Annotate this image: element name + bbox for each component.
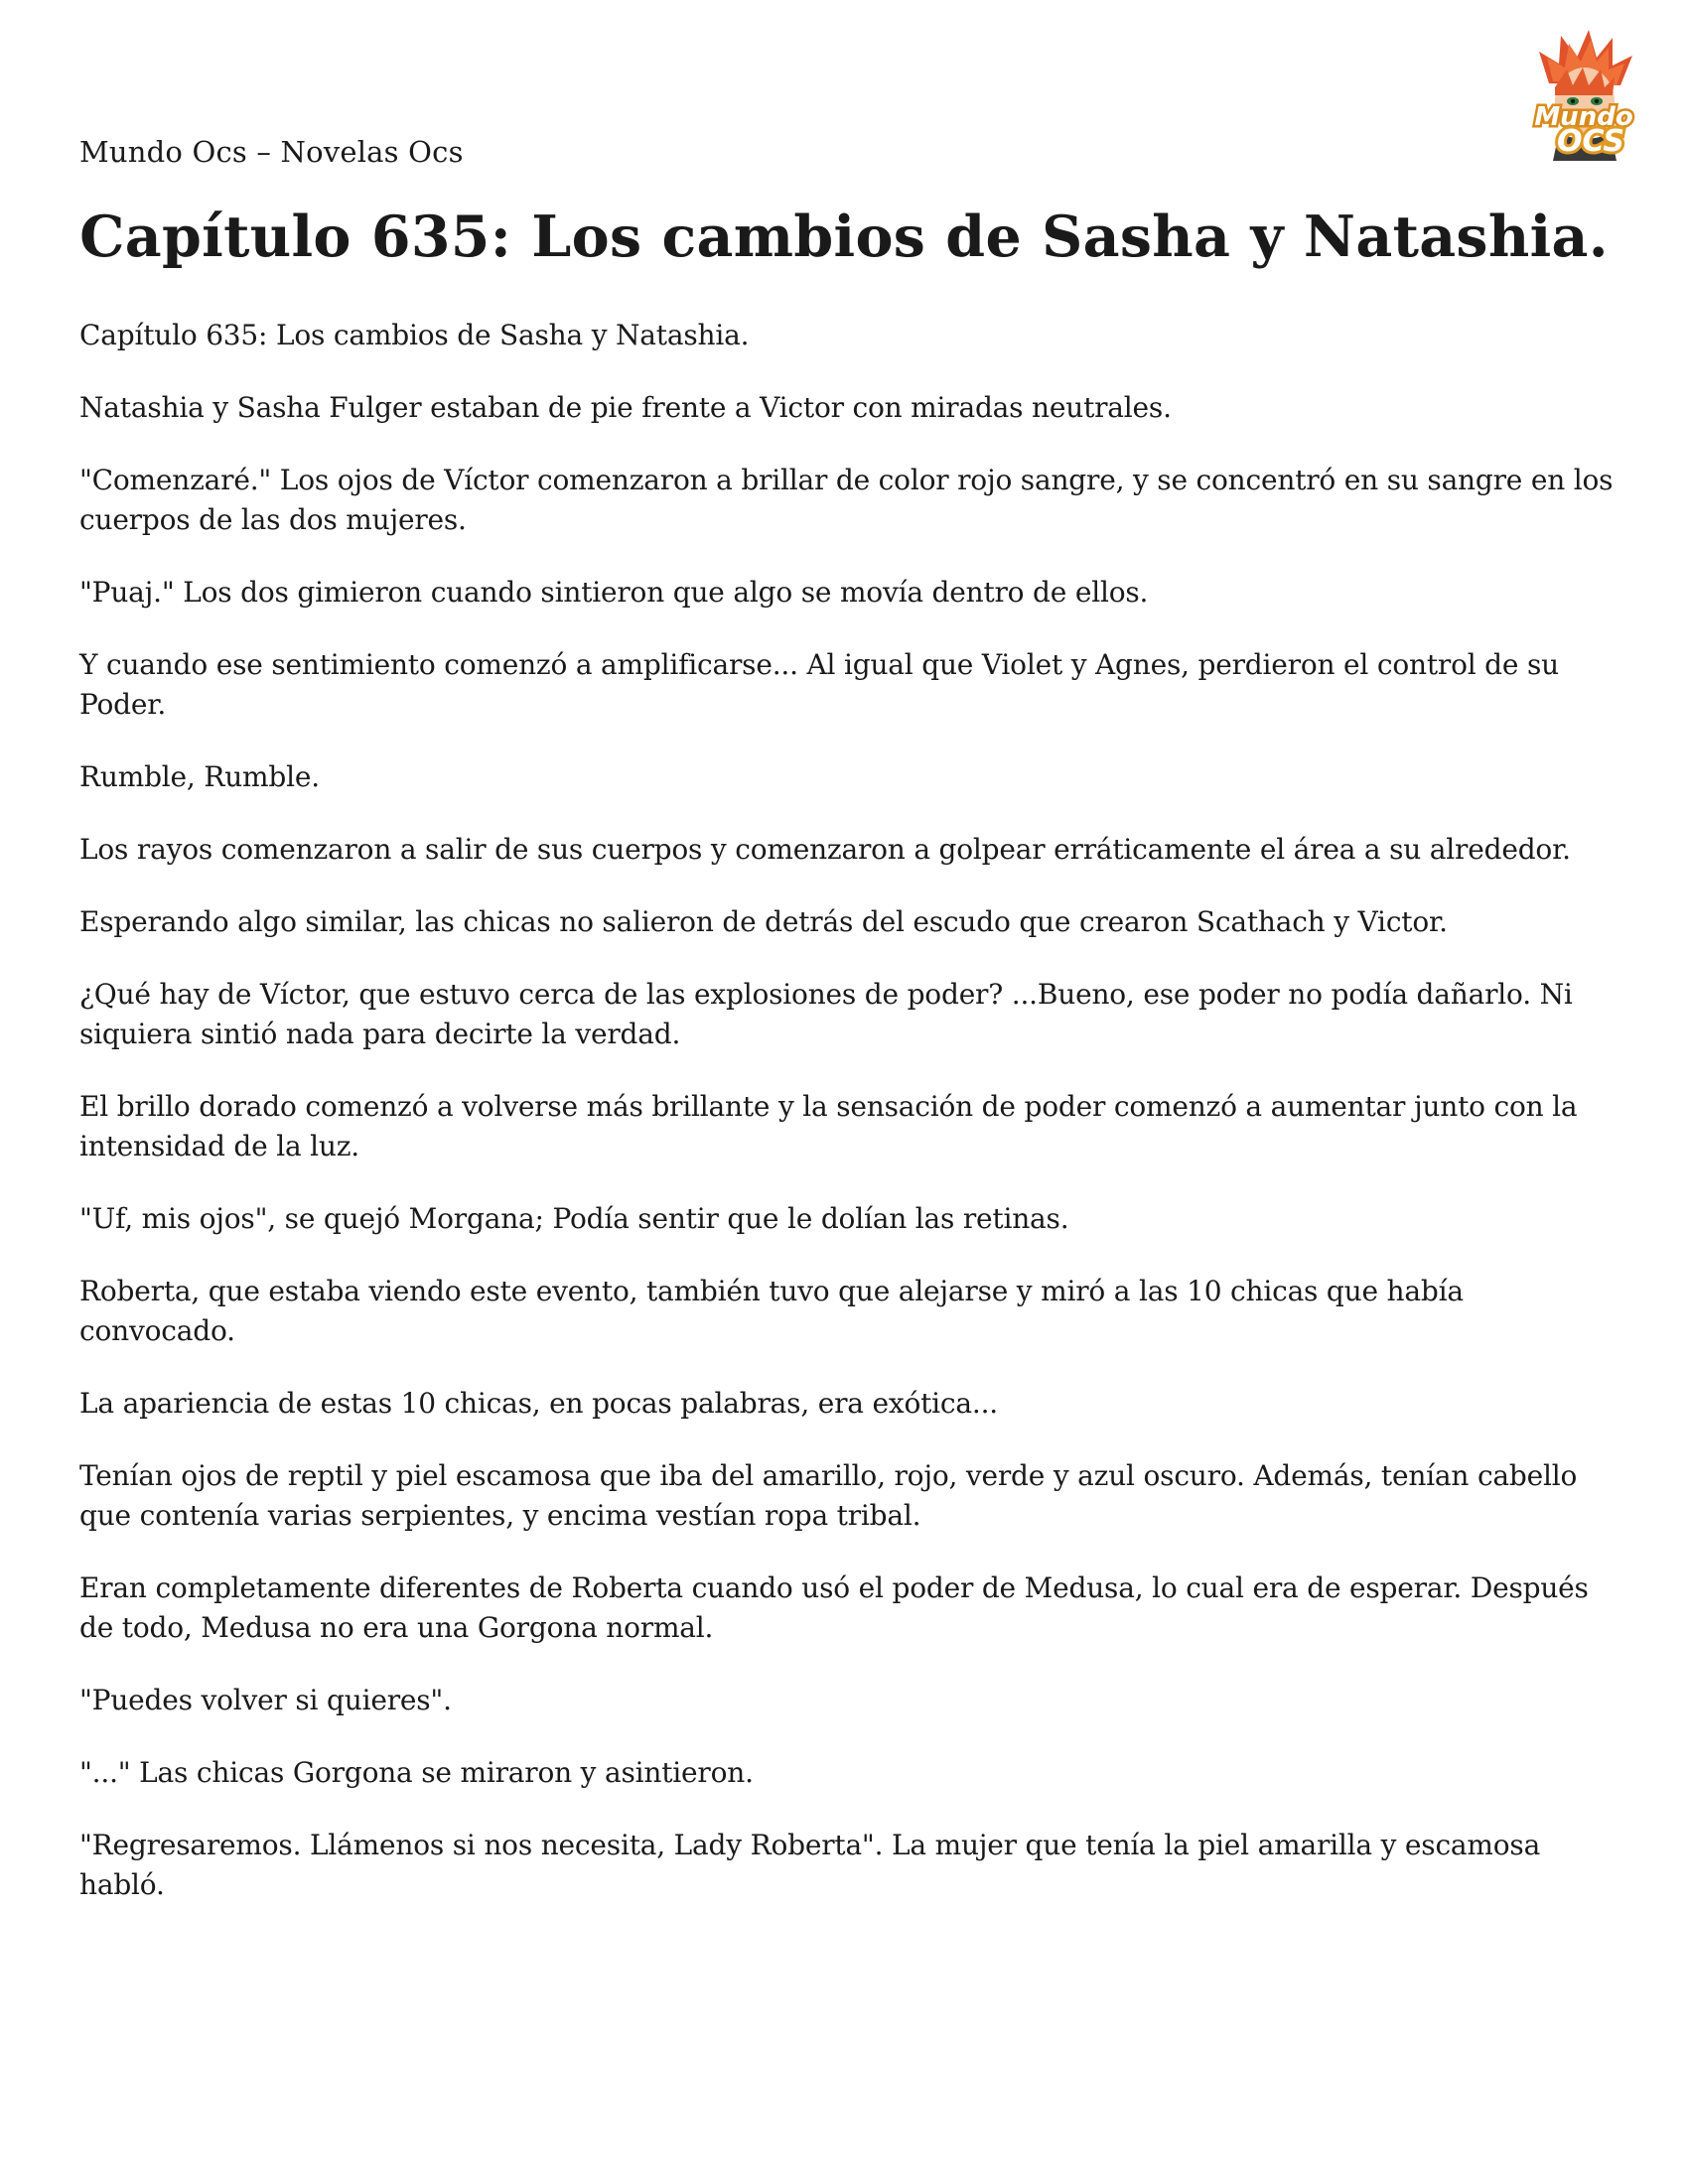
paragraph: La apariencia de estas 10 chicas, en pocas palabras, era exótica... [79, 1387, 998, 1420]
chapter-body [79, 316, 1614, 1938]
paragraph: Esperando algo similar, las chicas no salieron de detrás del escudo que crearon Scathach y Victor. [79, 905, 1448, 938]
paragraph: ¿Qué hay de Víctor, que estuvo cerca de las explosiones de poder? ...Bueno, ese poder no podía dañarlo. Ni siquiera sintió nada para decirte la verdad. [79, 978, 1573, 1050]
paragraph: Rumble, Rumble. [79, 760, 320, 793]
paragraph: "Regresaremos. Llámenos si nos necesita, Lady Roberta". La mujer que tenía la piel amarilla y escamosa habló. [79, 1829, 1541, 1901]
chapter-title: Capítulo 635: Los cambios de Sasha y Natashia. [79, 204, 1609, 270]
paragraph: "Comenzaré." Los ojos de Víctor comenzaron a brillar de color rojo sangre, y se concentró en su sangre en los cuerpos de las dos mujeres. [79, 464, 1614, 536]
paragraph: "Puaj." Los dos gimieron cuando sintieron que algo se movía dentro de ellos. [79, 576, 1149, 609]
paragraph: Y cuando ese sentimiento comenzó a amplificarse... Al igual que Violet y Agnes, perdieron el control de su Poder. [79, 648, 1559, 721]
paragraph: "Puedes volver si quieres". [79, 1684, 452, 1716]
paragraph: "Uf, mis ojos", se quejó Morgana; Podía sentir que le dolían las retinas. [79, 1202, 1069, 1235]
paragraph: Eran completamente diferentes de Roberta cuando usó el poder de Medusa, lo cual era de esperar. Después de todo, Medusa no era una Gorgona normal. [79, 1571, 1589, 1644]
paragraph: "..." Las chicas Gorgona se miraron y asintieron. [79, 1756, 754, 1789]
paragraph: Roberta, que estaba viendo este evento, también tuvo que alejarse y miró a las 10 chicas que había convocado. [79, 1275, 1464, 1347]
site-header: Mundo Ocs – Novelas Ocs [79, 135, 464, 169]
paragraph: Natashia y Sasha Fulger estaban de pie frente a Victor con miradas neutrales. [79, 391, 1172, 424]
paragraph: El brillo dorado comenzó a volverse más brillante y la sensación de poder comenzó a aumentar junto con la intensidad de la luz. [79, 1090, 1578, 1162]
logo-text-ocs: OCS [1556, 124, 1625, 159]
paragraph: Capítulo 635: Los cambios de Sasha y Natashia. [79, 319, 750, 351]
mundo-ocs-logo [1509, 22, 1658, 171]
paragraph: Los rayos comenzaron a salir de sus cuerpos y comenzaron a golpear erráticamente el área a su alrededor. [79, 833, 1571, 866]
logo-text-mundo: Mundo [1534, 102, 1633, 132]
paragraph: Tenían ojos de reptil y piel escamosa que iba del amarillo, rojo, verde y azul oscuro. Además, tenían cabello que contenía varias serpientes, y encima vestían ropa tribal. [79, 1459, 1578, 1532]
